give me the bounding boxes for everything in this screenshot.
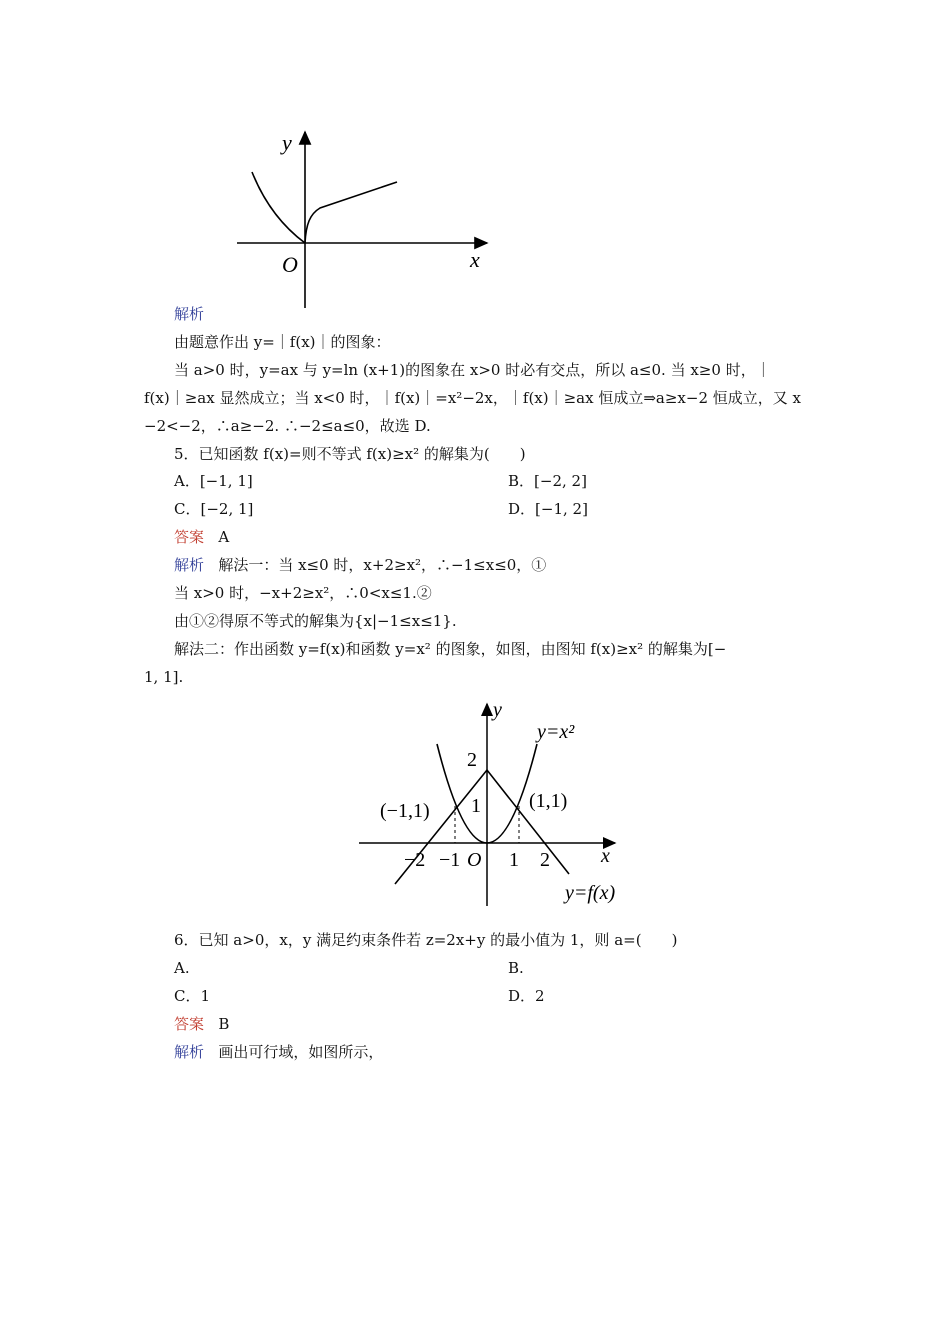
- origin-label: O: [282, 252, 298, 277]
- question6-answer: [174, 1014, 229, 1034]
- question5-option-d: D．[−1, 2]: [508, 500, 588, 518]
- tick-x-minus1: −1: [439, 849, 461, 871]
- tick-x-minus2: −2: [404, 849, 426, 871]
- question5-analysis-line3: 由①②得原不等式的解集为{x|−1≤x≤1}.: [174, 612, 457, 630]
- solution4-line2: 当 a>0 时，y=ax 与 y=ln (x+1)的图象在 x>0 时必有交点，所以 a≤0. 当 x≥0 时，｜: [174, 361, 771, 379]
- tick-x-2: 2: [540, 849, 550, 871]
- parabola-label: y=x²: [537, 721, 575, 743]
- y-axis-label: y: [493, 699, 502, 721]
- question6-option-a: A.: [174, 959, 190, 977]
- question5-option-a: A．[−1, 1]: [174, 472, 253, 490]
- figure-abs-f: [222, 122, 502, 317]
- question6-option-d: D．2: [508, 987, 545, 1005]
- answer-value: B: [218, 1015, 230, 1033]
- tick-x-1: 1: [509, 849, 519, 871]
- right-curve: [305, 182, 397, 243]
- point-right-label: (1,1): [529, 790, 568, 812]
- answer-label: 答案: [174, 528, 205, 546]
- question6-analysis: [174, 1042, 383, 1062]
- answer-label: 答案: [174, 1015, 205, 1033]
- solution4-line1: 由题意作出 y=｜f(x)｜的图象：: [174, 333, 391, 351]
- left-curve: [252, 172, 305, 243]
- tent-label: y=f(x): [565, 882, 616, 904]
- solution4-line4: −2<−2，∴a≥−2. ∴−2≤a≤0，故选 D.: [144, 417, 431, 435]
- question5-option-b: B．[−2, 2]: [508, 472, 587, 490]
- origin-label: O: [467, 849, 482, 871]
- point-left-label: (−1,1): [380, 800, 430, 822]
- question6-stem: 6．已知 a>0，x，y 满足约束条件若 z=2x+y 的最小值为 1，则 a=( ): [174, 931, 678, 949]
- question6-option-c: C．1: [174, 987, 211, 1005]
- question5-stem: 5．已知函数 f(x)=则不等式 f(x)≥x² 的解集为( ): [174, 445, 526, 463]
- question6-option-b: B.: [508, 959, 524, 977]
- analysis-label: 解析: [174, 556, 205, 574]
- x-axis-label: x: [601, 845, 610, 867]
- solution4-label: 解析: [174, 305, 205, 323]
- y-axis-label: y: [282, 130, 292, 155]
- question5-analysis: [174, 555, 546, 575]
- question5-answer: [174, 527, 229, 547]
- x-axis-label: x: [470, 247, 480, 272]
- analysis-line1: 解法一：当 x≤0 时，x+2≥x²，∴−1≤x≤0，①: [218, 556, 547, 574]
- solution4-line3: f(x)｜≥ax 显然成立；当 x<0 时，｜f(x)｜=x²−2x，｜f(x)｜≥ax 恒成立⇒a≥x−2 恒成立，又 x: [144, 389, 801, 407]
- analysis-label: 解析: [174, 1043, 205, 1061]
- question5-analysis-line4: 解法二：作出函数 y=f(x)和函数 y=x² 的图象，如图，由图知 f(x)≥x² 的解集为[−: [174, 640, 727, 658]
- answer-value: A: [218, 528, 230, 546]
- tick-y-1: 1: [471, 795, 481, 817]
- analysis-line1: 画出可行域，如图所示，: [218, 1043, 384, 1061]
- question5-analysis-line5: 1, 1].: [144, 668, 184, 686]
- question5-analysis-line2: 当 x>0 时，−x+2≥x²，∴0<x≤1.②: [174, 584, 432, 602]
- figure-parabola-tent: [347, 694, 637, 912]
- question5-option-c: C．[−2, 1]: [174, 500, 254, 518]
- tick-y-2: 2: [467, 749, 477, 771]
